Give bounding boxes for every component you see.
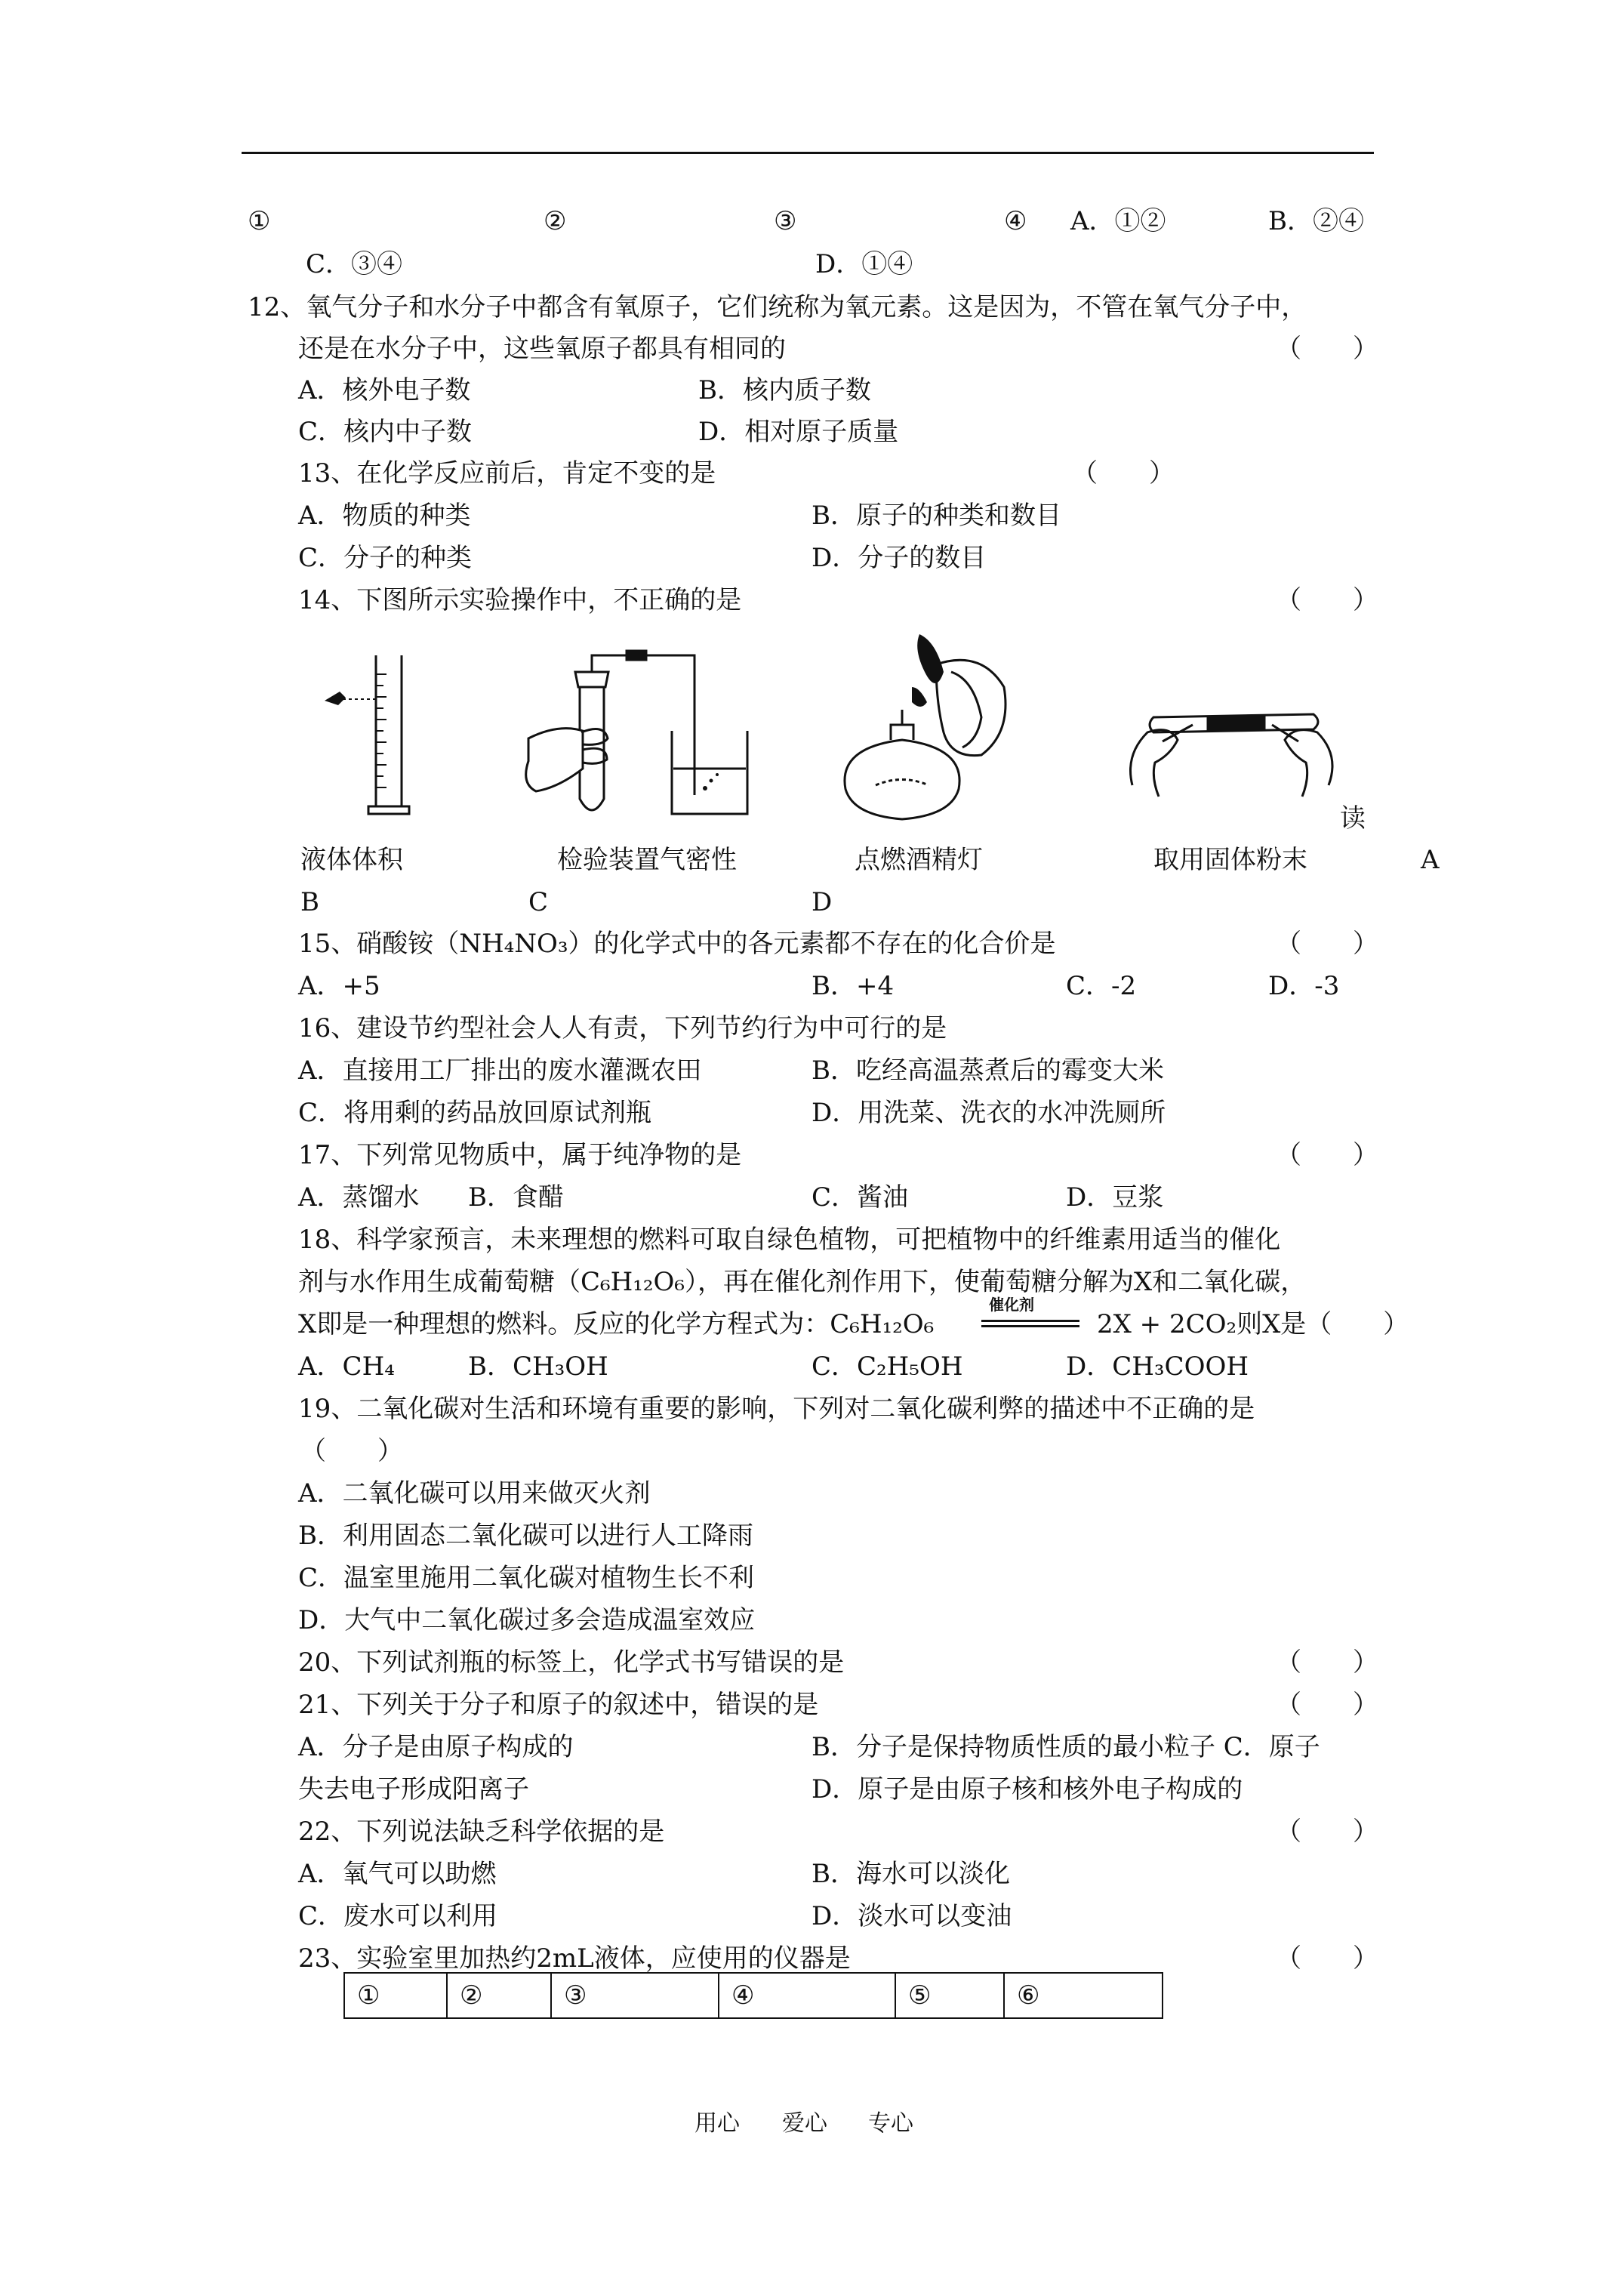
- q11-marker-1: ①: [248, 206, 271, 236]
- q17-answer-paren: （ ）: [1276, 1140, 1378, 1170]
- measuring-cylinder-figure: [317, 648, 445, 821]
- q21-option-d: D．原子是由原子核和核外电子构成的: [812, 1774, 1243, 1804]
- solid-powder-figure: [1117, 695, 1344, 808]
- q11-option-b: B．②④: [1268, 206, 1364, 236]
- q11-option-d: D．①④: [815, 249, 913, 279]
- q21-answer-paren: （ ）: [1276, 1690, 1378, 1720]
- q18-stem-line1: 18、科学家预言，未来理想的燃料可取自绿色植物，可把植物中的纤维素用适当的催化: [298, 1225, 1281, 1255]
- footer-text-3: 专心: [868, 2110, 913, 2137]
- footer-text-1: 用心: [694, 2110, 740, 2137]
- q11-marker-2: ②: [544, 206, 567, 236]
- q18-option-c: C．C₂H₅OH: [812, 1351, 963, 1382]
- q22-option-b: B．海水可以淡化: [812, 1859, 1010, 1889]
- q18-option-b: B．CH₃OH: [468, 1351, 608, 1382]
- q19-option-a: A．二氧化碳可以用来做灭火剂: [298, 1478, 651, 1509]
- q22-stem: 22、下列说法缺乏科学依据的是: [298, 1817, 665, 1847]
- q15-option-d: D．-3: [1268, 971, 1340, 1001]
- q14-read-label: 读: [1340, 803, 1366, 834]
- q15-stem: 15、硝酸铵（NH₄NO₃）的化学式中的各元素都不存在的化合价是: [298, 929, 1056, 959]
- instrument-cell-5: ⑤: [895, 1973, 1004, 2018]
- q12-option-b: B．核内质子数: [698, 375, 871, 405]
- instrument-cell-3: ③: [551, 1973, 719, 2018]
- q13-option-d: D．分子的数目: [812, 543, 987, 573]
- q13-option-b: B．原子的种类和数目: [812, 501, 1061, 531]
- q17-option-d: D．豆浆: [1066, 1182, 1164, 1213]
- airtightness-check-figure: [513, 648, 770, 833]
- q18-stem-line2: 剂与水作用生成葡萄糖（C₆H₁₂O₆），再在催化剂作用下，使葡萄糖分解为X和二氧化碳，: [298, 1267, 1307, 1297]
- q11-marker-4: ④: [1004, 206, 1027, 236]
- q16-option-b: B．吃经高温蒸煮后的霉变大米: [812, 1056, 1164, 1086]
- q23-stem: 23、实验室里加热约2mL液体，应使用的仪器是: [298, 1943, 851, 1974]
- q20-answer-paren: （ ）: [1276, 1647, 1378, 1678]
- q14-label-b: B: [300, 887, 319, 917]
- q22-option-a: A．氧气可以助燃: [298, 1859, 497, 1889]
- q12-option-d: D．相对原子质量: [698, 417, 899, 447]
- q18-option-d: D．CH₃COOH: [1066, 1351, 1249, 1382]
- header-rule: [242, 152, 1374, 154]
- q20-stem: 20、下列试剂瓶的标签上，化学式书写错误的是: [298, 1647, 845, 1678]
- q11-marker-3: ③: [774, 206, 797, 236]
- q15-answer-paren: （ ）: [1276, 929, 1378, 959]
- q18-stem-line3-end: 2X + 2CO₂则X是（ ）: [1097, 1309, 1409, 1339]
- q18-catalyst-label: 催化剂: [989, 1296, 1034, 1314]
- q18-equation-arrow-bottom: [981, 1325, 1079, 1327]
- q21-option-c: 失去电子形成阳离子: [298, 1774, 529, 1804]
- table-row: [344, 1973, 1163, 2018]
- q13-answer-paren: （ ）: [1072, 458, 1175, 488]
- q19-option-d: D．大气中二氧化碳过多会造成温室效应: [298, 1605, 756, 1635]
- q21-stem: 21、下列关于分子和原子的叙述中，错误的是: [298, 1690, 819, 1720]
- q18-equation-arrow-top: [981, 1320, 1079, 1322]
- q22-answer-paren: （ ）: [1276, 1817, 1378, 1847]
- instrument-cell-4: ④: [719, 1973, 895, 2018]
- q18-stem-line3: X即是一种理想的燃料。反应的化学方程式为：C₆H₁₂O₆: [298, 1309, 935, 1339]
- q18-option-a: A．CH₄: [298, 1351, 395, 1382]
- instrument-cell-1: ①: [344, 1973, 447, 2018]
- q15-option-b: B．+4: [812, 971, 895, 1001]
- q15-option-a: A．+5: [298, 971, 380, 1001]
- q14-caption-2: 检验装置气密性: [557, 845, 737, 875]
- instrument-cell-6: ⑥: [1004, 1973, 1163, 2018]
- q19-answer-paren: （ ）: [300, 1436, 403, 1466]
- q12-option-a: A．核外电子数: [298, 375, 471, 405]
- q14-caption-4: 取用固体粉末: [1153, 845, 1307, 875]
- q22-option-d: D．淡水可以变油: [812, 1901, 1012, 1931]
- q14-label-a: A: [1421, 845, 1440, 875]
- q16-option-a: A．直接用工厂排出的废水灌溉农田: [298, 1056, 702, 1086]
- q22-option-c: C．废水可以利用: [298, 1901, 498, 1931]
- q13-stem: 13、在化学反应前后，肯定不变的是: [298, 458, 716, 488]
- q17-stem: 17、下列常见物质中，属于纯净物的是: [298, 1140, 742, 1170]
- q16-option-d: D．用洗菜、洗衣的水冲洗厕所: [812, 1098, 1166, 1128]
- q12-stem-line1: 12、氧气分子和水分子中都含有氧原子，它们统称为氧元素。这是因为，不管在氧气分子中，: [248, 292, 1307, 322]
- q19-option-c: C．温室里施用二氧化碳对植物生长不利: [298, 1563, 755, 1593]
- q14-caption-3: 点燃酒精灯: [855, 845, 983, 875]
- q16-option-c: C．将用剩的药品放回原试剂瓶: [298, 1098, 652, 1128]
- q14-stem: 14、下图所示实验操作中，不正确的是: [298, 585, 742, 615]
- q14-label-d: D: [812, 887, 833, 917]
- q12-answer-paren: （ ）: [1276, 334, 1378, 364]
- q23-answer-paren: （ ）: [1276, 1943, 1378, 1974]
- q15-option-c: C．-2: [1066, 971, 1137, 1001]
- q17-option-a: A．蒸馏水: [298, 1182, 420, 1213]
- q12-stem-line2: 还是在水分子中，这些氧原子都具有相同的: [298, 334, 786, 364]
- q14-caption-1: 液体体积: [300, 845, 403, 875]
- footer-text-2: 爱心: [782, 2110, 827, 2137]
- q21-option-a: A．分子是由原子构成的: [298, 1732, 574, 1762]
- q14-answer-paren: （ ）: [1276, 585, 1378, 615]
- q14-label-c: C: [528, 887, 549, 917]
- q19-option-b: B．利用固态二氧化碳可以进行人工降雨: [298, 1521, 753, 1551]
- q23-instrument-table: [343, 1972, 1163, 2019]
- q17-option-b: B．食醋: [468, 1182, 564, 1213]
- q19-stem: 19、二氧化碳对生活和环境有重要的影响，下列对二氧化碳利弊的描述中不正确的是: [298, 1394, 1255, 1424]
- q17-option-c: C．酱油: [812, 1182, 909, 1213]
- q16-stem: 16、建设节约型社会人人有责，下列节约行为中可行的是: [298, 1013, 947, 1043]
- q13-option-c: C．分子的种类: [298, 543, 473, 573]
- q11-option-c: C．③④: [306, 249, 403, 279]
- alcohol-lamp-figure: [830, 627, 1012, 834]
- instrument-cell-2: ②: [447, 1973, 551, 2018]
- q21-option-b: B．分子是保持物质性质的最小粒子 C．原子: [812, 1732, 1320, 1762]
- q13-option-a: A．物质的种类: [298, 501, 471, 531]
- q12-option-c: C．核内中子数: [298, 417, 473, 447]
- q11-option-a: A．①②: [1070, 206, 1166, 236]
